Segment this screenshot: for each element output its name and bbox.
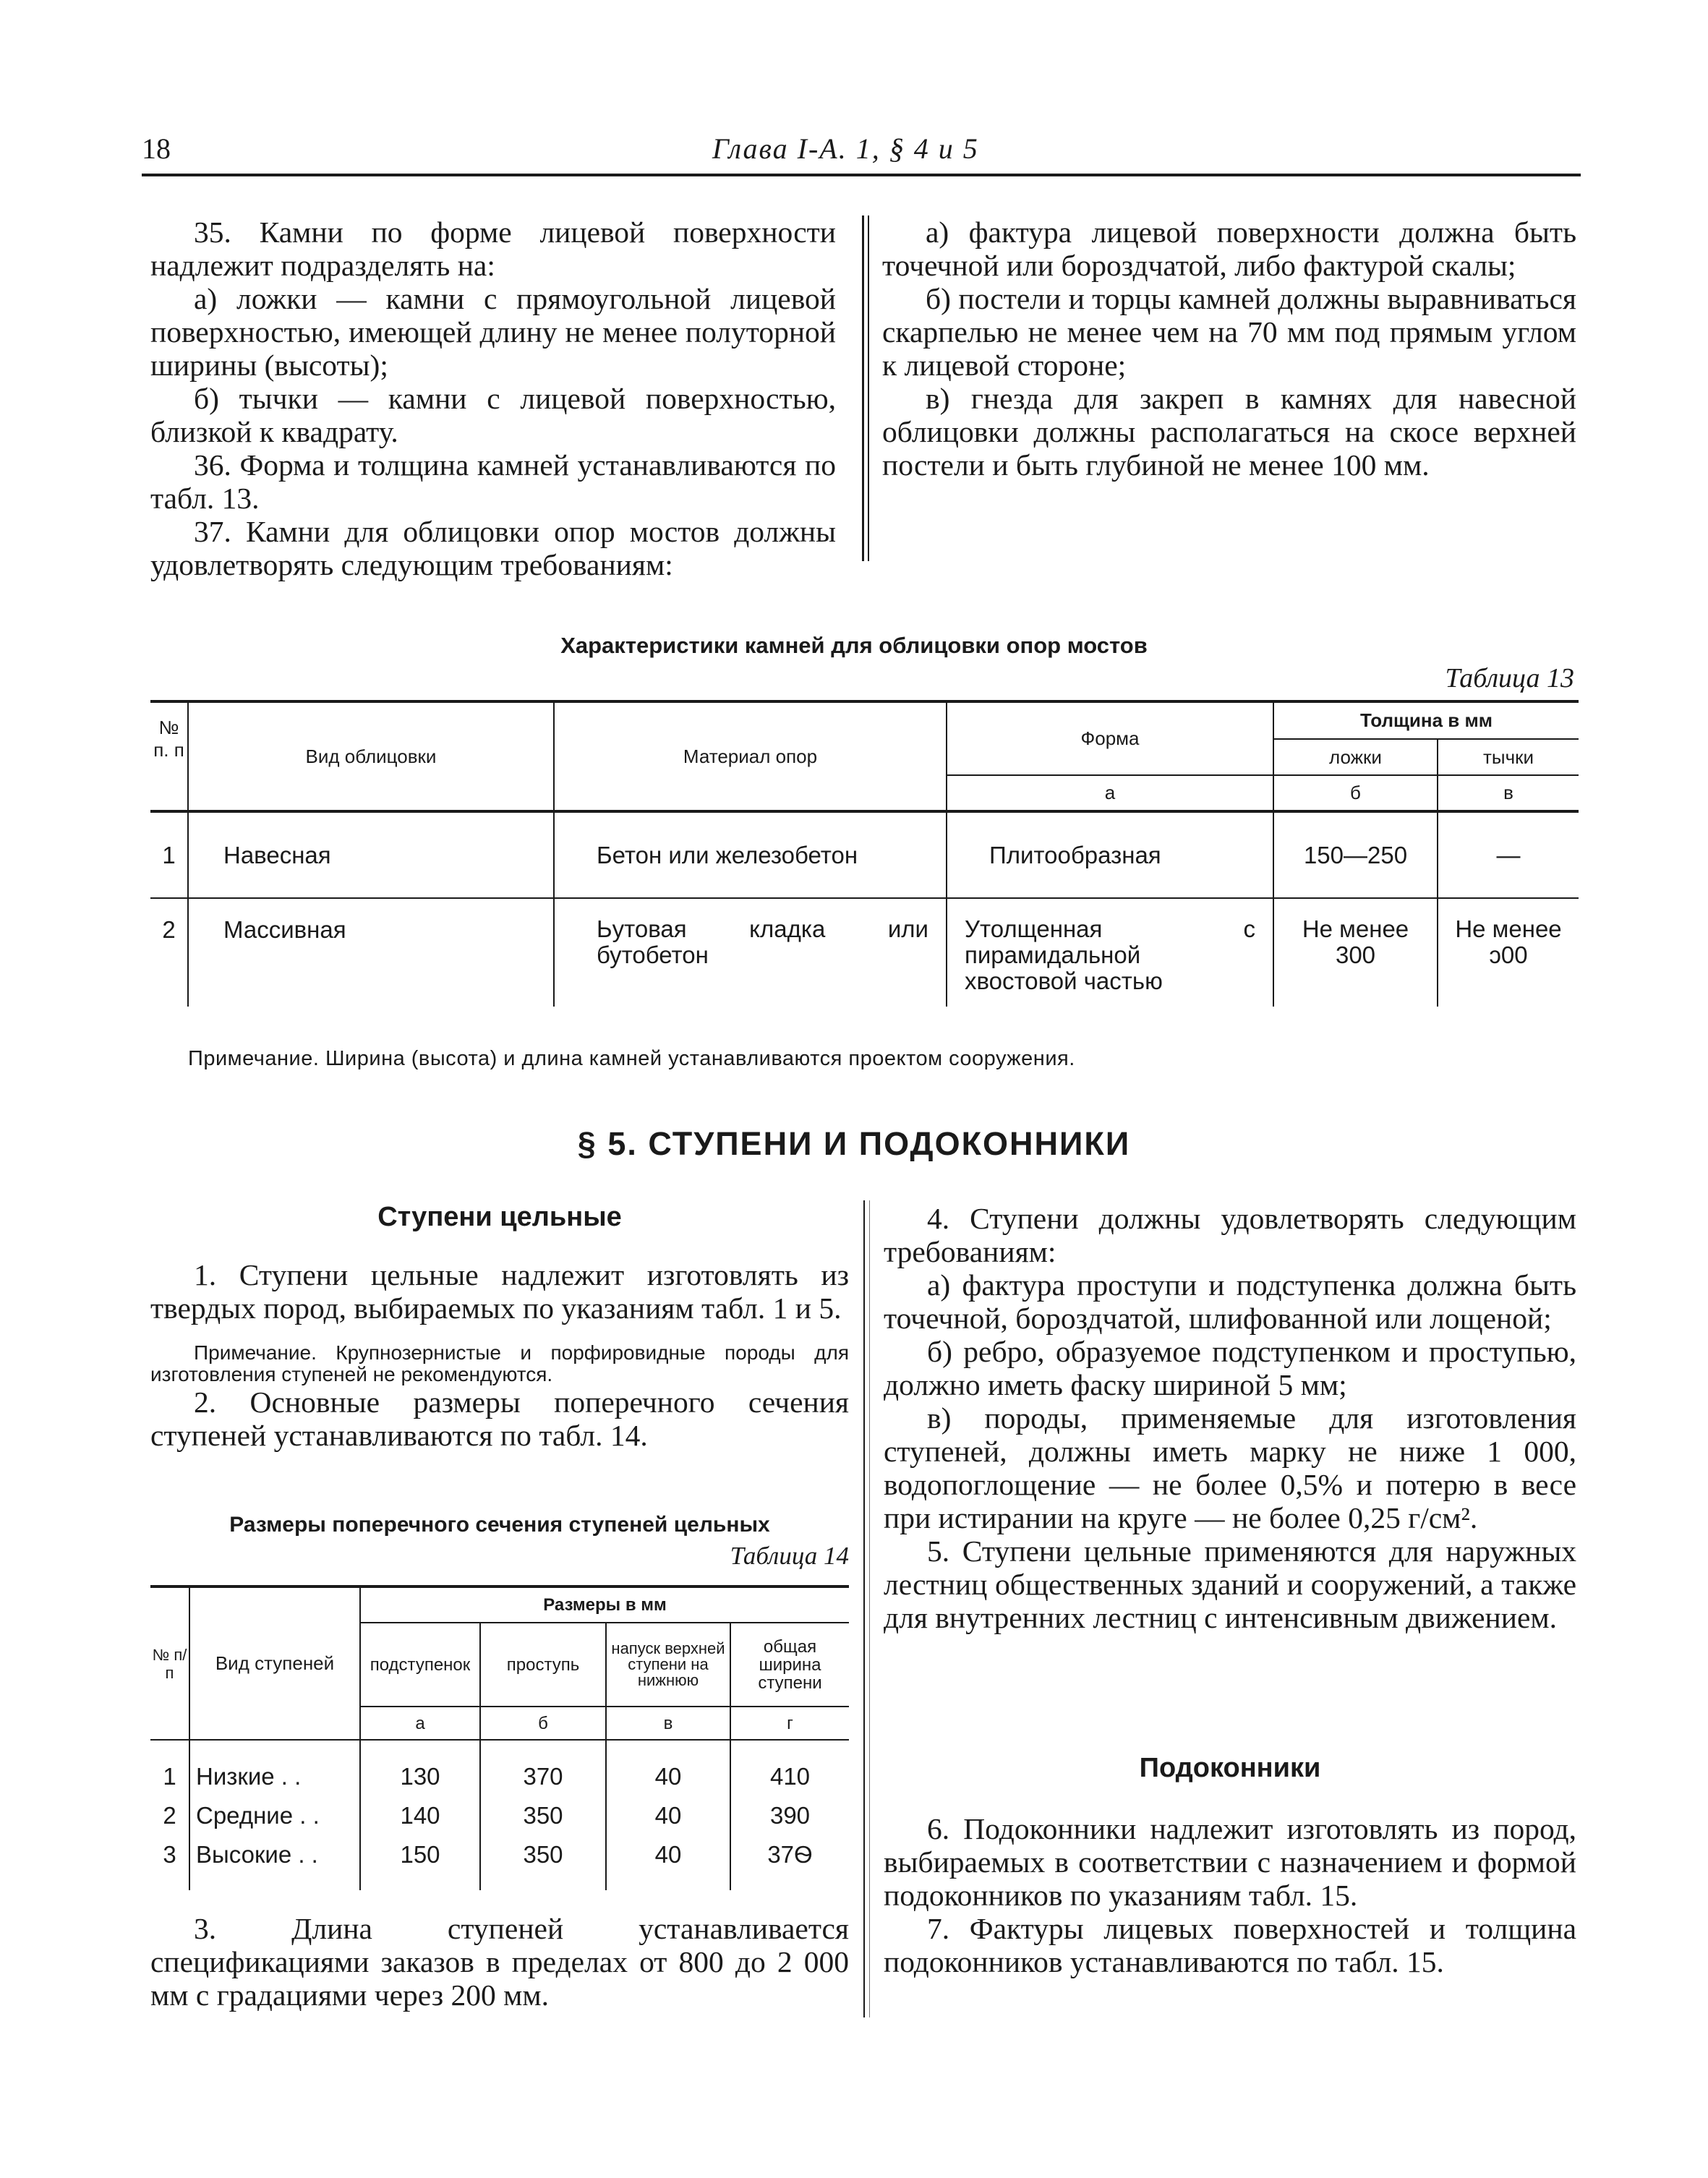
- table13-cell-num: 1: [150, 811, 188, 898]
- table14-header-type: Вид ступеней: [189, 1586, 360, 1740]
- table14-cell-num: 3: [163, 1841, 176, 1868]
- table14-header-sizes: Размеры в мм: [360, 1586, 849, 1623]
- table13-header-thickness: Толщина в мм: [1273, 701, 1579, 739]
- table14-header-podstupenok: подступенок: [360, 1623, 480, 1707]
- table14-caption: Размеры поперечного сечения ступеней цельных: [229, 1513, 770, 1537]
- table13-cell-tychki: Не менее ɔ00: [1438, 898, 1579, 1007]
- table14-cell-num: 2: [163, 1802, 176, 1829]
- paragraph-4b: б) ребро, образуемое подступенком и проступью, должно иметь фаску шириной 5 мм;: [884, 1335, 1576, 1401]
- paragraph-2: 2. Основные размеры поперечного сечения ступеней устанавливаются по табл. 14.: [150, 1385, 849, 1452]
- table13-col-b: б: [1273, 775, 1438, 811]
- table14-col-g: г: [730, 1707, 849, 1740]
- table13-cell-tychki: —: [1438, 811, 1579, 898]
- table13-header-num: № п. п: [150, 701, 188, 775]
- section-title: § 5. СТУПЕНИ И ПОДОКОННИКИ: [577, 1125, 1131, 1162]
- table-row: [150, 1796, 849, 1835]
- table13-cell-lozhki: 150—250: [1273, 811, 1438, 898]
- table13-cell-type: Навесная: [188, 811, 554, 898]
- subtitle-stupeni: Ступени цельные: [377, 1202, 622, 1232]
- paragraph-37v: в) гнезда для закреп в камнях для навесной облицовки должны располагаться на скосе верхней постели и быть глубиной не менее 100 мм.: [882, 382, 1576, 482]
- bottom-right-column-end: [884, 1812, 1576, 1978]
- table14-col-a: а: [360, 1707, 480, 1740]
- column-divider: [862, 215, 864, 561]
- bottom-left-column-end: [150, 1912, 849, 2012]
- paragraph-4: 4. Ступени должны удовлетворять следующим требованиям:: [884, 1202, 1576, 1268]
- top-left-column: [150, 215, 836, 581]
- table14-cell-a: 150: [360, 1835, 480, 1874]
- table13-caption: Характеристики камней для облицовки опор мостов: [560, 633, 1148, 658]
- table13-label: Таблица 13: [1445, 663, 1574, 693]
- table-row: [150, 898, 1579, 1007]
- table13-cell-material: Бетон или железобетон: [554, 811, 947, 898]
- table14-cell-g: 390: [730, 1796, 849, 1835]
- table13-cell-form: Утолщенная с пирамидальной хвостовой частью: [947, 898, 1273, 1007]
- column-divider: [869, 1200, 870, 2017]
- paragraph-37b: б) постели и торцы камней должны выравниваться скарпелью не менее чем на 70 мм под прямым углом к лицевой стороне;: [882, 282, 1576, 382]
- paragraph-37: 37. Камни для облицовки опор мостов должны удовлетворять следующим требованиям:: [150, 515, 836, 581]
- table14-header-width: общая ширина ступени: [730, 1623, 849, 1707]
- table13-cell-form: Плитообразная: [947, 811, 1273, 898]
- table14-cell-a: 140: [360, 1796, 480, 1835]
- paragraph-3: 3. Длина ступеней устанавливается спецификациями заказов в пределах от 800 до 2 000 мм с градациями через 200 мм.: [150, 1912, 849, 2012]
- table13-col-a: а: [947, 775, 1273, 811]
- table-row: [150, 1835, 849, 1874]
- table14-cell-b: 370: [480, 1757, 606, 1796]
- table14-cell-b: 350: [480, 1796, 606, 1835]
- header-rule: [142, 174, 1581, 176]
- bottom-left-column: [150, 1258, 849, 1452]
- paragraph-4a: а) фактура проступи и подступенка должна быть точечной, бороздчатой, шлифованной или лощеной;: [884, 1268, 1576, 1335]
- table14-label: Таблица 14: [730, 1542, 849, 1570]
- paragraph-35: 35. Камни по форме лицевой поверхности надлежит подразделять на:: [150, 215, 836, 282]
- table14-cell-v: 40: [606, 1835, 730, 1874]
- paragraph-36: 36. Форма и толщина камней устанавливаются по табл. 13.: [150, 448, 836, 515]
- table14-cell-v: 40: [606, 1757, 730, 1796]
- table14-cell-num: 1: [163, 1763, 176, 1790]
- column-divider: [868, 215, 869, 561]
- table14-col-b: б: [480, 1707, 606, 1740]
- table14-cell-type: Высокие . .: [189, 1835, 360, 1874]
- table14-cell-type: Средние . .: [189, 1796, 360, 1835]
- table13-cell-num: 2: [162, 916, 176, 943]
- table13-cell-type: Массивная: [188, 898, 554, 1007]
- table14-header-num: № п/п: [150, 1586, 189, 1740]
- table13-col-v: в: [1438, 775, 1579, 811]
- table13-cell-material: Ьутовая кладка или бутобетон: [554, 898, 947, 1007]
- table13-header-form: Форма: [947, 701, 1273, 775]
- table-row: [150, 1757, 849, 1796]
- paragraph-35a: а) ложки — камни с прямоугольной лицевой поверхностью, имеющей длину не менее полуторной ширины (высоты);: [150, 282, 836, 382]
- top-right-column: [882, 215, 1576, 482]
- table13-header-lozhki: ложки: [1273, 739, 1438, 775]
- paragraph-4v: в) породы, применяемые для изготовления ступеней, должны иметь марку не ниже 1 000, водопоглощение — не более 0,5% и потерю в весе при истирании на круге — не более 0,25 г/см².: [884, 1401, 1576, 1534]
- table14-cell-g: 410: [730, 1757, 849, 1796]
- paragraph-7: 7. Фактуры лицевых поверхностей и толщина подоконников устанавливаются по табл. 15.: [884, 1912, 1576, 1978]
- table13-header-type: Вид облицовки: [188, 701, 554, 811]
- table14-cell-type: Низкие . .: [189, 1757, 360, 1796]
- table13-header-material: Материал опор: [554, 701, 947, 811]
- table13-cell-lozhki: Не менее 300: [1273, 898, 1438, 1007]
- table14-header-prostup: проступь: [480, 1623, 606, 1707]
- table14-cell-b: 350: [480, 1835, 606, 1874]
- paragraph-37a: а) фактура лицевой поверхности должна быть точечной или бороздчатой, либо фактурой скалы;: [882, 215, 1576, 282]
- table14-cell-g: 37Ѳ: [730, 1835, 849, 1874]
- paragraph-1: 1. Ступени цельные надлежит изготовлять из твердых пород, выбираемых по указаниям табл. 1 и 5.: [150, 1258, 849, 1325]
- table-13: [150, 700, 1579, 1007]
- table-14: [150, 1585, 849, 1890]
- table14-cell-a: 130: [360, 1757, 480, 1796]
- table14-cell-v: 40: [606, 1796, 730, 1835]
- page-number: 18: [142, 132, 171, 165]
- paragraph-6: 6. Подоконники надлежит изготовлять из пород, выбираемых в соответствии с назначением и формой подоконников по указаниям табл. 15.: [884, 1812, 1576, 1912]
- paragraph-35b: б) тычки — камни с лицевой поверхностью, близкой к квадрату.: [150, 382, 836, 448]
- paragraph-5: 5. Ступени цельные применяются для наружных лестниц общественных зданий и сооружений, а также для внутренних лестниц с интенсивным движением.: [884, 1534, 1576, 1634]
- table14-header-napusk: напуск верхней ступени на нижнюю: [606, 1623, 730, 1707]
- chapter-header: Глава I-А. 1, § 4 и 5: [712, 132, 979, 165]
- subtitle-podokonniki: Подоконники: [1139, 1753, 1321, 1783]
- note-stupeni: Примечание. Крупнозернистые и порфировидные породы для изготовления ступеней не рекомендуются.: [150, 1341, 849, 1385]
- table13-header-tychki: тычки: [1438, 739, 1579, 775]
- table-row: [150, 811, 1579, 898]
- bottom-right-column: [884, 1202, 1576, 1634]
- table13-note: Примечание. Ширина (высота) и длина камней устанавливаются проектом сооружения.: [188, 1047, 1075, 1070]
- table14-col-v: в: [606, 1707, 730, 1740]
- column-divider: [863, 1200, 865, 2017]
